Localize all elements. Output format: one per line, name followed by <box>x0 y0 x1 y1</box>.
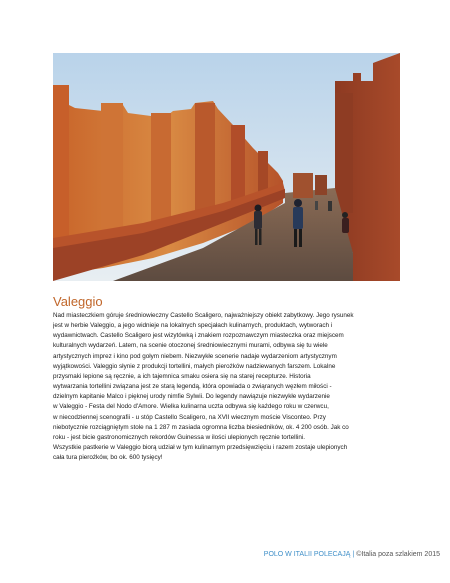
footer-brand: POLO W ITALII POLECAJĄ <box>263 551 351 558</box>
article-line: wytwarzania tortellini związana jest ze starą legendą, która opowiada o zwiąranych węzłem miłości - <box>53 383 332 391</box>
article-line: kulturalnych wydarzeń. Latem, na scenie otoczonej średniowiecznymi murami, odbywa się tu wiele <box>53 342 328 350</box>
article-line: jest w herbie Valeggio, a jego widnieje na lokalnych specjałach kulinarnych, produktach, wytworach i <box>53 322 333 330</box>
article-line: w niecodziennej scenografii - u stóp Castello Scaligero, na XVII wiecznym moście Visconteo. Przy <box>53 413 326 421</box>
page-footer <box>264 551 440 558</box>
footer-separator: | <box>352 551 355 558</box>
article-line: Wszystkie pastkerie w Valeggio biorą udział w tym kulinarnym przedsięwzięciu i razem zostaje ulepionych <box>53 444 348 452</box>
article-line: dzielnym kapitanie Malco i pięknej urody nimfie Sylwii. Do legendy nawiązuje niezwykłe wydarzenie <box>53 393 330 401</box>
footer-copyright: ©Italia poza szlakiem 2015 <box>356 551 440 558</box>
article-line: przysmaki lepione są ręcznie, a ich tajemnica smaku osiera się na starej recepturze. Historia <box>53 372 311 380</box>
article-line: wydawnictwach. Castello Scaligero jest wizytówką i znakiem rozpoznawczym miasteczka oraz miejscem <box>53 332 344 340</box>
article-line: roku - jest bicie gastronomicznych rekordów Guinessa w ilości ulepionych ręcznie tortellini. <box>53 433 305 441</box>
article-line: w Valeggio - Festa del Nodo d'Amore. Wielka kulinarna uczta odbywa się każdego roku w czerwcu, <box>53 403 329 411</box>
castle-photo <box>53 53 400 281</box>
article-line: wyjątkowości. Valeggio słynie z produkcji tortellini, małych pierożków nadziewanych farszem. Lokalne <box>53 362 336 370</box>
article-body <box>53 311 403 463</box>
article-line: cała tura pierożków, bo ok. 600 tysięcy! <box>53 454 163 462</box>
article-line: niebotycznie rozciągniętym stole na 1 287 m zasiada ogromna liczba biesiedników, ok. 4 200 osób. Jak co <box>53 423 349 431</box>
article-line: Nad miasteczkiem góruje średniowieczny Castello Scaligero, najważniejszy obiekt zabytkowy. Jego rysunek <box>53 312 354 319</box>
article-title: Valeggio <box>53 294 103 309</box>
article-line: artystycznych imprez i kino pod gołym niebem. Niezwykłe scenerie nadaje wydarzeniom artystycznym <box>53 352 337 360</box>
